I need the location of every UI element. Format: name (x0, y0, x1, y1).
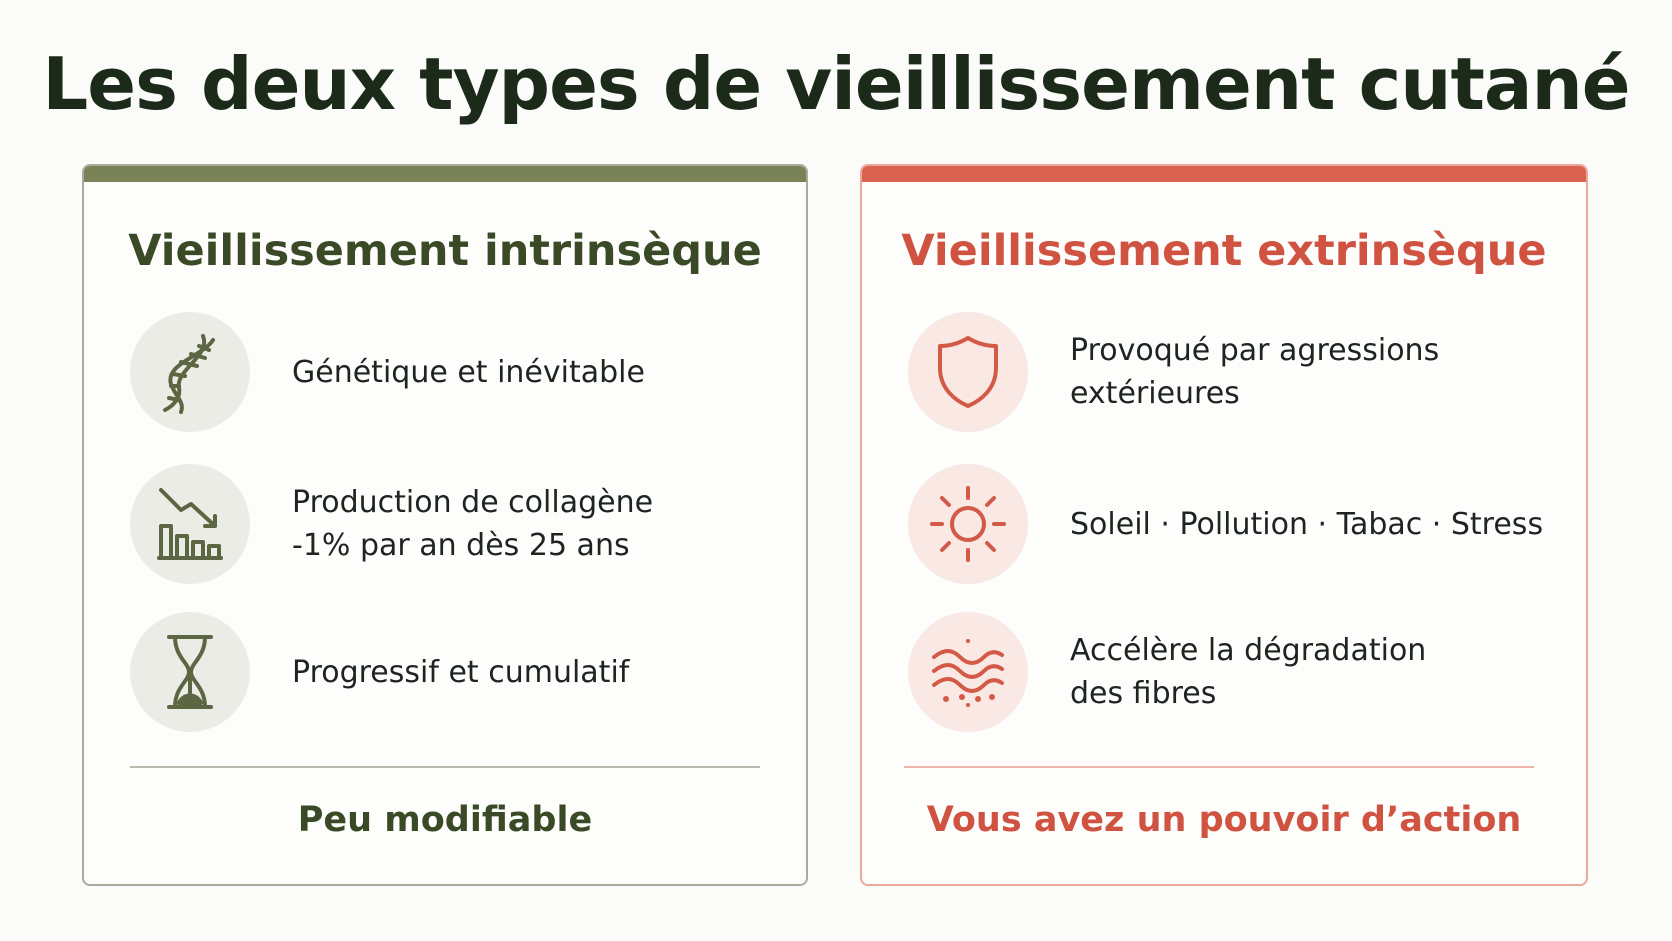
shield-icon (908, 312, 1028, 432)
extrinsic-item-text: Provoqué par agressions extérieures (1070, 333, 1440, 411)
intrinsic-card-accent-bar (84, 166, 806, 182)
intrinsic-item-text: Production de collagène -1% par an dès 25 ans (292, 485, 654, 563)
intrinsic-divider (130, 766, 760, 768)
extrinsic-item-factors (908, 462, 1566, 586)
extrinsic-item-text: Soleil · Pollution · Tabac · Stress (1070, 506, 1544, 542)
intrinsic-item-genetic (130, 310, 786, 434)
sun-icon (908, 464, 1028, 584)
extrinsic-heading: Vieillissement extrinsèque (901, 226, 1547, 276)
extrinsic-divider (904, 766, 1534, 768)
extrinsic-item-aggressions (908, 310, 1566, 434)
intrinsic-heading: Vieillissement intrinsèque (128, 226, 762, 276)
extrinsic-item-text: Accélère la dégradation des fibres (1070, 633, 1427, 711)
intrinsic-item-text: Génétique et inévitable (292, 354, 645, 390)
dna-icon (130, 312, 250, 432)
hourglass-icon (130, 612, 250, 732)
intrinsic-item-text: Progressif et cumulatif (292, 654, 630, 690)
page-title: Les deux types de vieillissement cutané (42, 42, 1630, 126)
chart-decline-icon (130, 464, 250, 584)
intrinsic-card (82, 164, 808, 886)
wind-particles-icon (908, 612, 1028, 732)
intrinsic-item-collagen (130, 462, 786, 586)
extrinsic-footer: Vous avez un pouvoir d’action (926, 800, 1522, 840)
intrinsic-item-progressive (130, 610, 786, 734)
intrinsic-footer: Peu modifiable (297, 800, 593, 840)
extrinsic-card (860, 164, 1588, 886)
extrinsic-card-accent-bar (862, 166, 1586, 182)
extrinsic-item-degradation (908, 610, 1566, 734)
